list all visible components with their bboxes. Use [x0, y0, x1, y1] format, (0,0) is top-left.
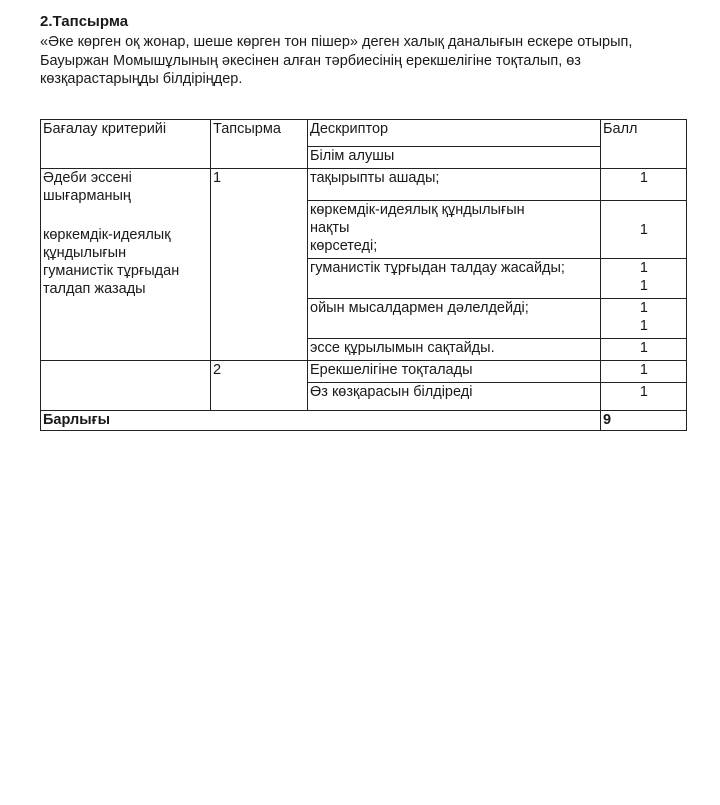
descriptor-cell: ойын мысалдармен дәлелдейді;: [308, 299, 601, 339]
task-prompt: «Әке көрген оқ жонар, шеше көрген тон пішер» деген халық даналығын ескере отырып, Бауыржан Момышұлының әкесінен алған тәрбиесінің ерекшелігіне тоқталып, өз көзқарастарыңды білдіріңдер.: [40, 34, 633, 87]
descriptor-line: нақты: [310, 220, 350, 236]
descriptor-cell: гуманистік тұрғыдан талдау жасайды;: [308, 259, 601, 299]
criterion-line: құндылығын: [43, 245, 127, 261]
descriptor-line: көркемдік-идеялық құндылығын: [310, 202, 525, 218]
header-row: [41, 120, 687, 147]
descriptor-cell: [308, 201, 601, 259]
criterion-line: Әдеби эссені: [43, 170, 132, 186]
score-cell: 1: [601, 361, 687, 383]
score-cell: 1: [601, 339, 687, 361]
task-number-2: 2: [211, 361, 308, 411]
descriptor-cell: эссе құрылымын сақтайды.: [308, 339, 601, 361]
score-cell: 1: [601, 169, 687, 201]
criterion-line: талдап жазады: [43, 281, 146, 297]
header-score: Балл: [601, 120, 687, 169]
total-row: [41, 411, 687, 431]
descriptor-cell: Өз көзқарасын білдіреді: [308, 383, 601, 411]
score-cell: [601, 299, 687, 339]
score-value: 1: [639, 300, 648, 316]
header-descriptor: Дескриптор: [308, 120, 601, 147]
criterion-line: шығарманың: [43, 188, 131, 204]
score-cell: [601, 259, 687, 299]
criterion-line: гуманистік тұрғыдан: [43, 263, 180, 279]
table-row: [41, 169, 687, 201]
score-cell: 1: [601, 383, 687, 411]
total-label: Барлығы: [41, 411, 601, 431]
score-value: 1: [639, 318, 648, 334]
header-criteria: Бағалау критерийі: [41, 120, 211, 169]
descriptor-line: көрсетеді;: [310, 238, 378, 254]
table-row: [41, 361, 687, 383]
criterion-line: көркемдік-идеялық: [43, 227, 171, 243]
descriptor-cell: тақырыпты ашады;: [308, 169, 601, 201]
score-value: 1: [639, 278, 648, 294]
task-number-1: 1: [211, 169, 308, 361]
criterion-cell-empty: [41, 361, 211, 411]
total-value: 9: [601, 411, 687, 431]
task-heading: 2.Тапсырма: [40, 13, 129, 30]
header-descriptor-sub: Білім алушы: [308, 147, 601, 169]
score-value: 1: [639, 260, 648, 276]
score-cell: 1: [601, 201, 687, 259]
header-task: Тапсырма: [211, 120, 308, 169]
criterion-cell: [41, 169, 211, 361]
assessment-table: [40, 119, 687, 431]
descriptor-cell: Ерекшелігіне тоқталады: [308, 361, 601, 383]
